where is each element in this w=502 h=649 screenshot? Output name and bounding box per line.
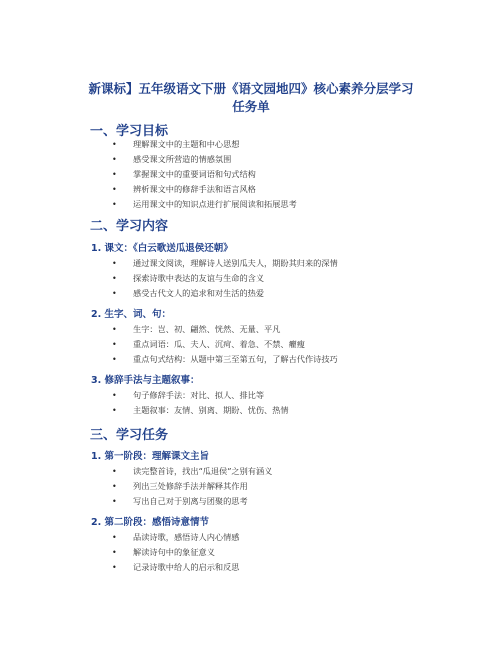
section-heading-content: 二、学习内容 — [90, 219, 169, 234]
bullet-icon: • — [112, 155, 117, 164]
bullet-icon: • — [112, 170, 117, 179]
subsection-heading-stage-1: 1. 第一阶段：理解课文主旨 — [91, 451, 210, 462]
section-heading-objectives: 一、学习目标 — [90, 124, 169, 139]
document-title-line-1: 新课标】五年级语文下册《语文园地四》核心素养分层学习 — [88, 81, 414, 96]
subsection-heading-text: 1. 课文：《白云歌送瓜退侯还朝》 — [91, 243, 233, 254]
bullet-icon: • — [112, 325, 117, 334]
bullet-icon: • — [112, 185, 117, 194]
bullet-icon: • — [112, 497, 117, 506]
document-page: 新课标】五年级语文下册《语文园地四》核心素养分层学习 任务单 一、学习目标 • 理解课文中的主题和中心思想 • 感受课文所营造的情感氛围 • 掌握课文中的重要词语和句式结构 • 辨析课文中的修辞手法和语言风格 • 运用课文中的知识点进行扩展阅读和拓展思考 二、学习内容 1. 课文：《白云歌送瓜退侯还朝》 • 通过课文阅读，理解诗人送别瓜夫人，期盼其归来的深情 • 探索诗歌中表达的友谊与生命的含义 • 感受古代文人的追求和对生活的热爱 2. 生字、词、句： • 生字：岂、初、翩然、恍然、无量、平凡 • 重点词语：瓜、夫人、沉疴、着急、不禁、癯瘦 • 重点句式结构：从题中第三至第五句，了解古代作诗技巧 3. 修辞手法与主题叙事： • 句子修辞手法：对比、拟人、排比等 • 主题叙事：友情、别离、期盼、忧伤、热情 三、学习任务 1. 第一阶段：理解课文主旨 • 读完整首诗，找出“瓜退侯”之别有涵义 • 列出三处修辞手法并解释其作用 • 写出自己对于别离与团聚的思考 2. 第二阶段：感悟诗意情节 • 品读诗歌，感悟诗人内心情感 • 解读诗句中的象征意义 • 记录诗歌中给人的启示和反思 — [0, 0, 502, 649]
bullet-icon: • — [112, 533, 117, 542]
bullet-icon: • — [112, 259, 117, 268]
bullet-icon: • — [112, 467, 117, 476]
bullet-icon: • — [112, 548, 117, 557]
bullet-icon: • — [112, 274, 117, 283]
bullet-icon: • — [112, 355, 117, 364]
subsection-heading-vocabulary: 2. 生字、词、句： — [91, 309, 172, 320]
section-heading-tasks: 三、学习任务 — [90, 428, 169, 443]
bullet-icon: • — [112, 289, 117, 298]
bullet-icon: • — [112, 200, 117, 209]
bullet-icon: • — [112, 340, 117, 349]
bullet-icon: • — [112, 563, 117, 572]
document-title-line-2: 任务单 — [232, 99, 270, 114]
subsection-heading-stage-2: 2. 第二阶段：感悟诗意情节 — [91, 517, 210, 528]
bullet-icon: • — [112, 391, 117, 400]
bullet-icon: • — [112, 406, 117, 415]
subsection-heading-rhetoric: 3. 修辞手法与主题叙事： — [91, 375, 200, 386]
bullet-icon: • — [112, 482, 117, 491]
bullet-icon: • — [112, 140, 117, 149]
